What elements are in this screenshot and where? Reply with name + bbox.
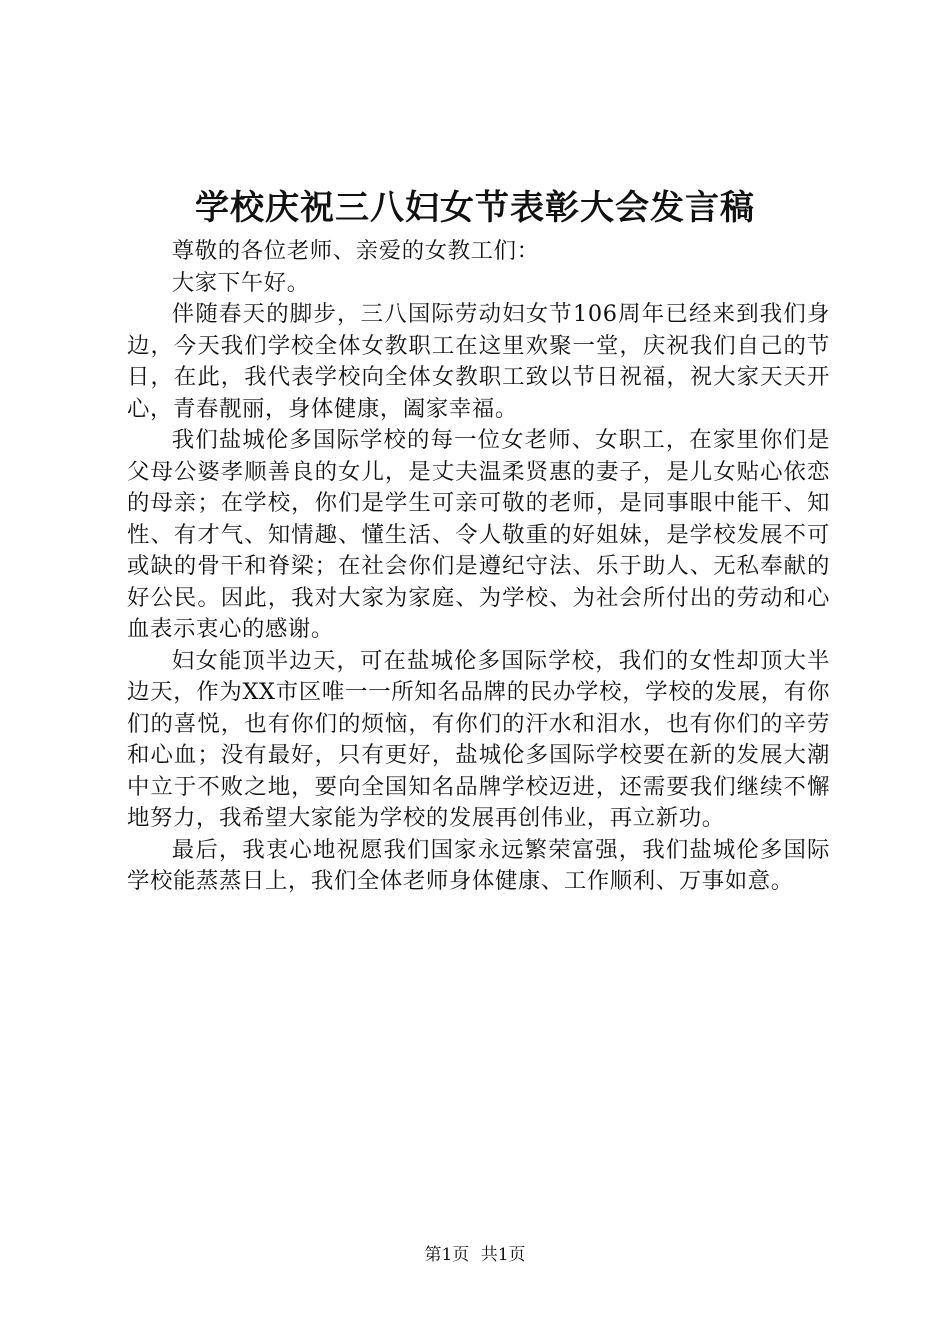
page-total: 共1页 [480,1245,526,1265]
document-title: 学校庆祝三八妇女节表彰大会发言稿 [195,188,755,228]
document-body [127,236,830,898]
paragraph-4: 最后，我衷心地祝愿我们国家永远繁荣富强，我们盐城伦多国际学校能蒸蒸日上，我们全体老师身体健康、工作顺利、万事如意。 [127,836,830,894]
paragraph-2: 我们盐城伦多国际学校的每一位女老师、女职工，在家里你们是父母公婆孝顺善良的女儿，是丈夫温柔贤惠的妻子，是儿女贴心依恋的母亲；在学校，你们是学生可亲可敬的老师，是同事眼中能干、知性、有才气、知情趣、懂生活、令人敬重的好姐妹，是学校发展不可或缺的骨干和脊梁；在社会你们是遵纪守法、乐于助人、无私奉献的好公民。因此，我对大家为家庭、为学校、为社会所付出的劳动和心血表示衷心的感谢。 [127,427,830,642]
page-number: 第1页 [424,1245,470,1265]
greeting: 大家下午好。 [171,269,310,296]
paragraph-1: 伴随春天的脚步，三八国际劳动妇女节106周年已经来到我们身边，今天我们学校全体女教职工在这里欢聚一堂，庆祝我们自己的节日，在此，我代表学校向全体女教职工致以节日祝福，祝大家天天开心，青春靓丽，身体健康，阖家幸福。 [127,301,830,422]
page-footer [0,1243,950,1267]
paragraph-3: 妇女能顶半边天，可在盐城伦多国际学校，我们的女性却顶大半边天，作为XX市区唯一一所知名品牌的民办学校，学校的发展，有你们的喜悦，也有你们的烦恼，有你们的汗水和泪水，也有你们的辛劳和心血；没有最好，只有更好，盐城伦多国际学校要在新的发展大潮中立于不败之地，要向全国知名品牌学校迈进，还需要我们继续不懈地努力，我希望大家能为学校的发展再创伟业，再立新功。 [127,647,830,831]
salutation: 尊敬的各位老师、亲爱的女教工们： [171,238,540,264]
